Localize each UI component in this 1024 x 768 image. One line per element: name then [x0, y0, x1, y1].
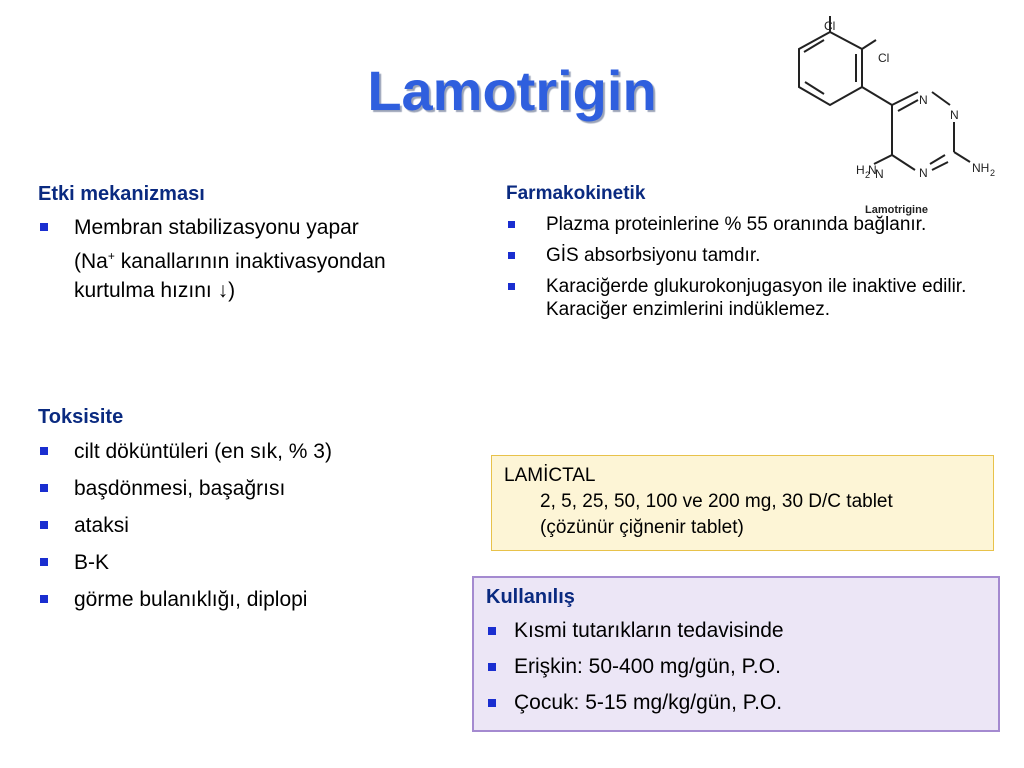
- list-item-text: GİS absorbsiyonu tamdır.: [546, 245, 761, 266]
- square-bullet-icon: [508, 221, 515, 228]
- list-item: [486, 653, 986, 681]
- square-bullet-icon: [40, 558, 48, 566]
- toxicity-heading: Toksisite: [38, 406, 124, 428]
- square-bullet-icon: [508, 283, 515, 290]
- square-bullet-icon: [40, 595, 48, 603]
- list-item-text: görme bulanıklığı, diplopi: [74, 588, 308, 611]
- list-item-text: başdönmesi, başağrısı: [74, 477, 286, 500]
- square-bullet-icon: [40, 223, 48, 231]
- atom-label: NH: [972, 161, 990, 175]
- atom-label: Cl: [824, 19, 836, 33]
- list-item: [506, 244, 976, 267]
- square-bullet-icon: [488, 627, 496, 635]
- mechanism-line-3b: ): [228, 279, 236, 302]
- slide-title: Lamotrigin: [367, 59, 657, 122]
- list-item: [506, 213, 976, 236]
- list-item-text: Kısmi tutarıkların tedavisinde: [514, 619, 784, 642]
- list-item-text: Çocuk: 5-15 mg/kg/gün, P.O.: [514, 691, 783, 714]
- list-item: [38, 437, 478, 466]
- square-bullet-icon: [508, 252, 515, 259]
- list-item-text: Erişkin: 50-400 mg/gün, P.O.: [514, 655, 781, 678]
- square-bullet-icon: [40, 447, 48, 455]
- toxicity-section: [38, 406, 478, 614]
- molecule-bonds: [799, 16, 970, 170]
- atom-label: Cl: [878, 51, 890, 65]
- list-item: [38, 548, 478, 577]
- pharmacokinetics-heading: Farmakokinetik: [506, 183, 646, 204]
- square-bullet-icon: [40, 484, 48, 492]
- lamictal-product-box: [491, 455, 994, 551]
- atom-label: 2: [990, 168, 996, 178]
- mechanism-line-2a: (Na: [74, 250, 108, 273]
- list-item-text: Karaciğerde glukurokonjugasyon ile inaktive edilir. Karaciğer enzimlerini indüklemez.: [546, 276, 967, 320]
- square-bullet-icon: [488, 699, 496, 707]
- atom-label: H: [856, 163, 865, 177]
- mechanism-heading: Etki mekanizması: [38, 183, 205, 205]
- molecule-caption: Lamotrigine: [865, 204, 928, 216]
- mechanism-section: [38, 183, 478, 305]
- square-bullet-icon: [488, 663, 496, 671]
- atom-label: N: [950, 108, 959, 122]
- down-arrow-icon: ↓: [217, 279, 229, 302]
- superscript-plus: +: [107, 249, 115, 263]
- atom-label: N: [875, 167, 884, 181]
- list-item: [486, 689, 986, 717]
- list-item: [38, 585, 478, 614]
- atom-label: N: [919, 93, 928, 107]
- list-item: [38, 511, 478, 540]
- mechanism-line-3a: kurtulma hızını: [74, 279, 218, 302]
- list-item-text: B-K: [74, 551, 110, 574]
- product-doses: 2, 5, 25, 50, 100 ve 200 mg, 30 D/C tablet: [540, 491, 893, 512]
- list-item: [506, 275, 976, 321]
- usage-box: [472, 576, 1000, 732]
- square-bullet-icon: [40, 521, 48, 529]
- mechanism-line-1: Membran stabilizasyonu yapar: [74, 216, 359, 239]
- mechanism-line-2b: kanallarının inaktivasyondan: [114, 250, 386, 273]
- list-item-text: ataksi: [74, 514, 129, 537]
- product-name: LAMİCTAL: [504, 465, 596, 486]
- list-item: [486, 617, 986, 645]
- list-item-text: Plazma proteinlerine % 55 oranında bağlanır.: [546, 214, 927, 235]
- atom-label: N: [919, 166, 928, 180]
- atom-label: 2: [865, 170, 871, 180]
- product-form: (çözünür çiğnenir tablet): [540, 517, 744, 538]
- list-item: [38, 474, 478, 503]
- list-item-text: cilt döküntüleri (en sık, % 3): [74, 440, 332, 463]
- atom-label: N: [868, 163, 877, 177]
- list-item: [38, 213, 478, 305]
- usage-heading: Kullanılış: [486, 586, 575, 608]
- pharmacokinetics-section: [506, 183, 976, 321]
